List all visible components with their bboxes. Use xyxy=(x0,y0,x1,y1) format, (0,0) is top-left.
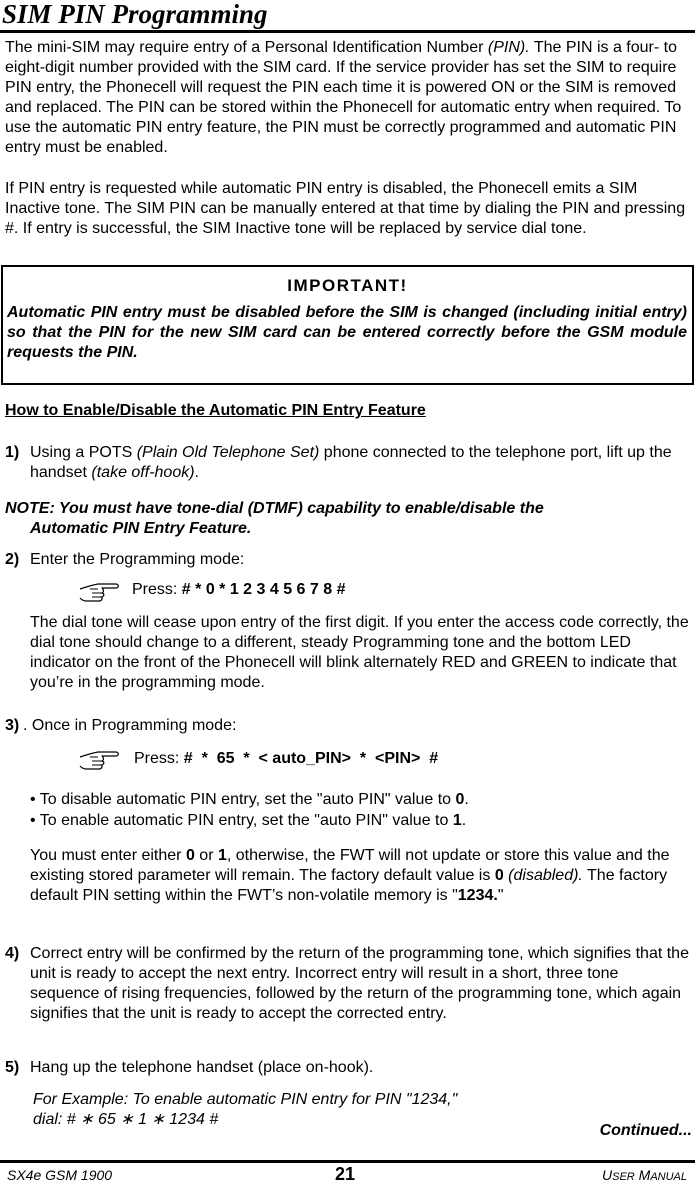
intro-text: The mini-SIM may require entry of a Personal Identification Number xyxy=(5,39,488,56)
default-pin: 1234. xyxy=(457,887,498,904)
list-item: • To enable automatic PIN entry, set the "auto PIN" value to 1. xyxy=(30,812,467,829)
step-1-text-a: Using a POTS xyxy=(30,444,137,461)
continued-label: Continued... xyxy=(599,1122,692,1139)
section-heading: How to Enable/Disable the Automatic PIN Entry Feature xyxy=(5,402,426,419)
intro-paragraph-2: If PIN entry is requested while automatic PIN entry is disabled, the Phonecell emits a SIM Inactive tone. The SIM PIN can be manually entered at that time by dialing the PIN and pressing #. If entry is successful, the SIM Inactive tone will be replaced by service dial tone. xyxy=(5,180,686,237)
important-heading: IMPORTANT! xyxy=(287,276,408,295)
access-code: # * 0 * 1 2 3 4 5 6 7 8 # xyxy=(181,581,346,598)
step-4-text: Correct entry will be confirmed by the return of the programming tone, which signifies that the unit is ready to accept the next entry. Incorrect entry will result in a short, three tone sequence of rising frequencies, followed by the return of the programming tone, which again signifies that the unit is ready to accept the corrected entry. xyxy=(30,945,689,1022)
bullet-text: • To disable automatic PIN entry, set the "auto PIN" value to xyxy=(30,791,456,808)
footer-manual xyxy=(602,1167,687,1183)
important-body: Automatic PIN entry must be disabled before the SIM is changed (including initial entry) so that the PIN for the new SIM card can be entered correctly before the GSM module requests the PIN. xyxy=(7,304,687,361)
step-2-press xyxy=(132,580,345,600)
para-text: " xyxy=(497,887,504,904)
para-text: You must enter either xyxy=(30,847,186,864)
note-line-2: Automatic PIN Entry Feature. xyxy=(30,520,252,537)
default-value: 0 xyxy=(494,867,504,884)
example-line-2: dial: # ∗ 65 ∗ 1 ∗ 1234 # xyxy=(33,1111,219,1128)
para-text: or xyxy=(194,847,218,864)
intro-text-cont: The PIN is a four- to eight-digit number provided with the SIM card. If the service provider has set the SIM to require PIN entry, the Phonecell will request the PIN each time it is powered ON or the SIM is removed and replaced. The PIN can be stored within the Phonecell for automatic entry when required. To use the automatic PIN entry feature, the PIN must be correctly programmed and automatic PIN entry must be enabled. xyxy=(5,39,682,156)
disabled-term: (disabled). xyxy=(503,867,583,884)
bullet-value: 1 xyxy=(452,812,462,829)
offhook-term: (take off-hook) xyxy=(91,464,195,481)
para-text: , otherwise, the FWT will not update or store this value and the existing stored parameter will remain. The factory default value is xyxy=(30,847,670,884)
example-line-1: For Example: To enable automatic PIN entry for PIN "1234," xyxy=(33,1091,458,1108)
pointing-hand-icon xyxy=(78,748,120,772)
example-block xyxy=(33,1090,457,1130)
footer-letter: M xyxy=(634,1167,651,1183)
page-title: SIM PIN Programming xyxy=(2,0,268,29)
pointing-hand-icon xyxy=(78,580,120,604)
bullet-value: 0 xyxy=(455,791,465,808)
value-0: 0 xyxy=(185,847,195,864)
page-number: 21 xyxy=(335,1164,356,1184)
pin-command: # * 65 * < auto_PIN> * <PIN> # xyxy=(183,750,439,767)
list-item: • To disable automatic PIN entry, set the "auto PIN" value to 0. xyxy=(30,791,469,808)
step-1-number: 1) xyxy=(5,444,20,461)
footer-letters: SER xyxy=(612,1171,635,1183)
step-3-number: 3) xyxy=(5,717,20,734)
important-box xyxy=(1,265,694,385)
step-5-text: Hang up the telephone handset (place on-hook). xyxy=(30,1059,374,1076)
top-rule xyxy=(0,30,695,33)
footer-letters: ANUAL xyxy=(650,1171,687,1183)
press-label: Press: xyxy=(132,581,182,598)
dtmf-note xyxy=(5,499,665,539)
press-label: Press: xyxy=(134,750,184,767)
step-5-number: 5) xyxy=(5,1059,20,1076)
step-2-paragraph: The dial tone will cease upon entry of the first digit. If you enter the access code correctly, the dial tone should change to a different, steady Programming tone and the bottom LED indicator on the front of the Phonecell will blink alternately RED and GREEN to indicate that you’re in the programming mode. xyxy=(30,614,689,691)
step-2-text: Enter the Programming mode: xyxy=(30,551,245,568)
bullet-text: • To enable automatic PIN entry, set the "auto PIN" value to xyxy=(30,812,453,829)
bottom-rule xyxy=(0,1160,695,1163)
pots-term: (Plain Old Telephone Set) xyxy=(136,444,320,461)
step-4-number: 4) xyxy=(5,945,20,962)
para-text: The factory default PIN setting within the FWT’s non-volatile memory is " xyxy=(30,867,668,904)
pin-term: (PIN). xyxy=(487,39,530,56)
value-1: 1 xyxy=(217,847,227,864)
step-3-text: . Once in Programming mode: xyxy=(23,717,237,734)
footer-model: SX4e GSM 1900 xyxy=(7,1167,113,1183)
footer-letter: U xyxy=(602,1167,613,1183)
step-1-text-c: . xyxy=(194,464,199,481)
step-2-number: 2) xyxy=(5,551,20,568)
step-3-paragraph xyxy=(30,846,686,906)
step-3-press xyxy=(134,749,438,769)
note-line-1: NOTE: You must have tone-dial (DTMF) capability to enable/disable the xyxy=(5,500,544,517)
step-1-text xyxy=(30,443,690,483)
step-1-text-b: phone connected to the telephone port, lift up the handset xyxy=(30,444,672,481)
intro-paragraph-1 xyxy=(5,38,691,158)
auto-pin-bullets xyxy=(30,789,469,831)
